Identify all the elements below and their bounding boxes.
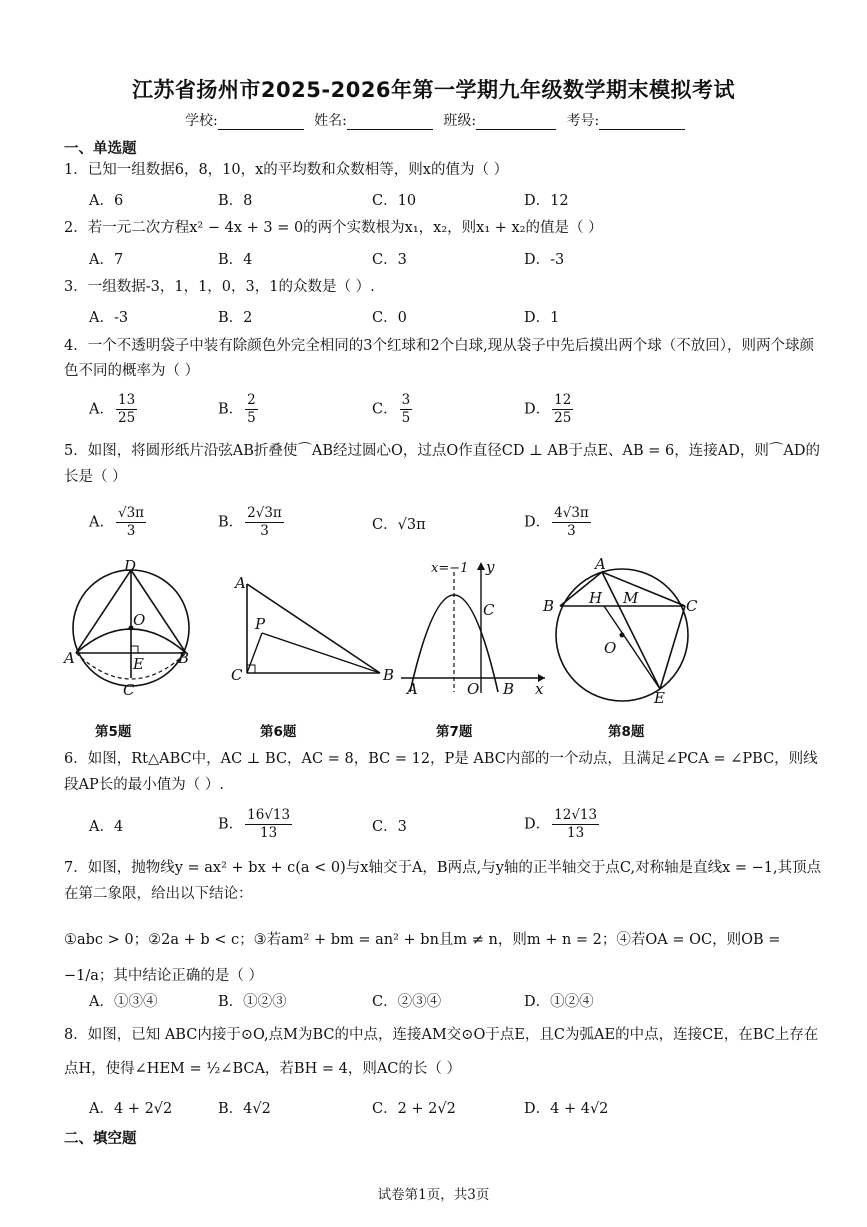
- right-angle-mark: [131, 646, 138, 653]
- numerator: 2√3π: [247, 505, 282, 521]
- option-b: B．4√2: [218, 1101, 271, 1117]
- option-c: [372, 815, 407, 836]
- number-blank: [599, 115, 685, 130]
- option-d: D．-3: [524, 252, 565, 268]
- option-b: B．2: [218, 310, 253, 326]
- section-heading-choice: 一、单选题: [64, 140, 137, 157]
- fraction: [116, 505, 146, 540]
- denominator: 13: [567, 825, 585, 841]
- question-6-stem: 6．如图，Rt△ABC中，AC ⊥ BC，AC = 8，BC = 12，P是 ABC内部的一个动点，且满足∠PCA = ∠PBC，则线段AP长的最小值为（ ）.: [64, 751, 818, 793]
- numerator: 3: [401, 392, 411, 408]
- option-letter: A．: [89, 819, 114, 835]
- label-b: B: [543, 597, 555, 615]
- option-a: A．-3: [89, 310, 129, 326]
- option-b: B．①②③: [218, 994, 287, 1010]
- student-info-line: [185, 110, 691, 130]
- option-b: B．8: [218, 193, 253, 209]
- name-blank: [347, 115, 433, 130]
- fraction: [245, 807, 292, 842]
- label-b: B: [178, 649, 190, 667]
- figure-8: [540, 553, 710, 703]
- figure-7: [395, 558, 550, 698]
- question-7-conclusions: ①abc > 0；②2a + b < c；③若am² + bm = an² + bn且m ≠ n，则m + n = 2；④若OA = OC，则OB = −1/a；其中结论正确的是（ ）: [64, 932, 781, 984]
- label-c: C: [231, 666, 243, 684]
- denominator: 3: [126, 523, 136, 539]
- option-letter: C．: [372, 517, 398, 533]
- option-value: 4: [113, 819, 124, 835]
- denominator: 13: [260, 825, 278, 841]
- option-d: [524, 505, 591, 540]
- school-label: 学校:: [185, 113, 218, 129]
- fraction: [116, 392, 137, 427]
- section-heading-fill: 二、填空题: [64, 1130, 137, 1147]
- option-c: C．0: [372, 310, 407, 326]
- caption-6: 第6题: [260, 724, 297, 740]
- caption-8: 第8题: [608, 724, 645, 740]
- question-2-stem: 2．若一元二次方程x² − 4x + 3 = 0的两个实数根为x₁，x₂，则x₁ + x₂的值是（ ）: [64, 220, 603, 236]
- label-symmetry-axis: x=−1: [431, 561, 469, 576]
- label-h: H: [589, 589, 603, 607]
- numerator: 12√13: [554, 807, 598, 823]
- option-a: A．7: [89, 252, 124, 268]
- label-x: x: [535, 680, 544, 698]
- caption-7: 第7题: [436, 724, 473, 740]
- option-c: C．10: [372, 193, 417, 209]
- label-b: B: [383, 666, 395, 684]
- option-a: A．6: [89, 193, 124, 209]
- option-a: A．①③④: [89, 994, 158, 1010]
- question-8-stem: 8．如图，已知 ABC内接于⊙O,点M为BC的中点，连接AM交⊙O于点E，且C为弧AE的中点，连接CE，在BC上存在点H，使得∠HEM = ½∠BCA，若BH = 4，则AC的长（ ）: [64, 1027, 819, 1077]
- numerator: √3π: [117, 505, 145, 521]
- class-label: 班级:: [443, 113, 477, 129]
- label-e: E: [654, 689, 665, 703]
- option-d: D．12: [524, 193, 569, 209]
- option-a: [89, 392, 137, 427]
- numerator: 12: [554, 392, 572, 408]
- question-3-stem: 3．一组数据-3，1，1，0，3，1的众数是（ ）.: [64, 279, 375, 295]
- label-b: B: [503, 680, 515, 698]
- label-m: M: [623, 589, 639, 607]
- option-c: C．②③④: [372, 994, 442, 1010]
- option-letter: D．: [524, 401, 551, 418]
- option-a: [89, 815, 123, 836]
- fraction: [400, 392, 413, 427]
- segment-pb: [262, 633, 380, 673]
- option-letter: A．: [89, 401, 114, 418]
- segment-ad: [76, 570, 131, 653]
- label-c: C: [686, 597, 698, 615]
- option-d: [524, 807, 599, 842]
- figure-6: [225, 570, 405, 690]
- figure-5: [60, 555, 210, 705]
- class-blank: [476, 115, 556, 130]
- numerator: 13: [117, 392, 136, 408]
- label-o: O: [467, 680, 480, 698]
- option-b: B．4: [218, 252, 253, 268]
- option-c: C．3: [372, 252, 407, 268]
- option-a: [89, 505, 146, 540]
- fraction: [552, 392, 573, 427]
- question-5-stem: 5．如图，将圆形纸片沿弦AB折叠使⌒AB经过圆心O，过点O作直径CD ⊥ AB于点E、AB = 6，连接AD，则⌒AD的长是（ ）: [64, 443, 820, 485]
- label-a: A: [235, 574, 246, 592]
- label-a: A: [64, 649, 75, 667]
- label-d: D: [124, 557, 137, 575]
- exam-title: 江苏省扬州市2025-2026年第一学期九年级数学期末模拟考试: [131, 78, 736, 102]
- page-footer: 试卷第1页，共3页: [377, 1187, 490, 1203]
- denominator: 25: [554, 410, 572, 426]
- fraction: [245, 392, 258, 427]
- option-letter: B．: [218, 816, 244, 833]
- option-c: C．2 + 2√2: [372, 1101, 456, 1117]
- y-axis-arrow: [477, 562, 485, 570]
- option-c: [372, 513, 426, 534]
- numerator: 16√13: [247, 807, 291, 823]
- option-d: D．4 + 4√2: [524, 1101, 609, 1117]
- option-letter: C．: [372, 819, 398, 835]
- fraction: [552, 505, 591, 540]
- label-y: y: [486, 558, 495, 576]
- numerator: 2: [247, 392, 256, 408]
- center-point: [620, 633, 625, 638]
- label-c: C: [123, 681, 135, 699]
- option-letter: B．: [218, 401, 244, 418]
- label-o: O: [604, 639, 617, 657]
- denominator: 3: [567, 523, 576, 539]
- segment-ac: [602, 572, 685, 606]
- option-letter: A．: [89, 514, 114, 531]
- option-letter: C．: [372, 401, 398, 418]
- label-p: P: [255, 615, 266, 633]
- fraction: [245, 505, 284, 540]
- question-7-stem: 7．如图，抛物线y = ax² + bx + c(a < 0)与x轴交于A，B两点,与y轴的正半轴交于点C,对称轴是直线x = −1,其顶点在第二象限，给出以下结论：: [64, 860, 822, 902]
- option-letter: D．: [524, 514, 551, 531]
- option-b: [218, 505, 284, 540]
- fraction: [552, 807, 599, 842]
- option-d: D．①②④: [524, 994, 594, 1010]
- label-c: C: [483, 601, 495, 619]
- option-letter: B．: [218, 514, 244, 531]
- question-1-stem: 1．已知一组数据6，8，10，x的平均数和众数相等，则x的值为（ ）: [64, 162, 509, 178]
- option-b: [218, 392, 258, 427]
- label-a: A: [595, 555, 606, 573]
- denominator: 5: [247, 410, 256, 426]
- option-letter: D．: [524, 816, 551, 833]
- denominator: 25: [117, 410, 136, 426]
- numerator: 4√3π: [554, 505, 589, 521]
- label-o: O: [133, 611, 146, 629]
- caption-5: 第5题: [95, 724, 132, 740]
- denominator: 5: [401, 410, 411, 426]
- option-a: A．4 + 2√2: [89, 1101, 173, 1117]
- option-d: D．1: [524, 310, 560, 326]
- number-label: 考号:: [566, 113, 600, 129]
- option-d: [524, 392, 573, 427]
- question-4-stem: 4．一个不透明袋子中装有除颜色外完全相同的3个红球和2个白球,现从袋子中先后摸出两个球（不放回），则两个球颜色不同的概率为（ ）: [64, 338, 815, 379]
- denominator: 3: [260, 523, 269, 539]
- side-ab: [247, 584, 380, 673]
- label-a: A: [407, 680, 418, 698]
- option-b: [218, 807, 292, 842]
- option-value: √3π: [397, 517, 426, 533]
- label-e: E: [133, 655, 144, 673]
- school-blank: [218, 115, 304, 130]
- name-label: 姓名:: [314, 113, 347, 129]
- option-c: [372, 392, 412, 427]
- option-value: 3: [397, 819, 407, 835]
